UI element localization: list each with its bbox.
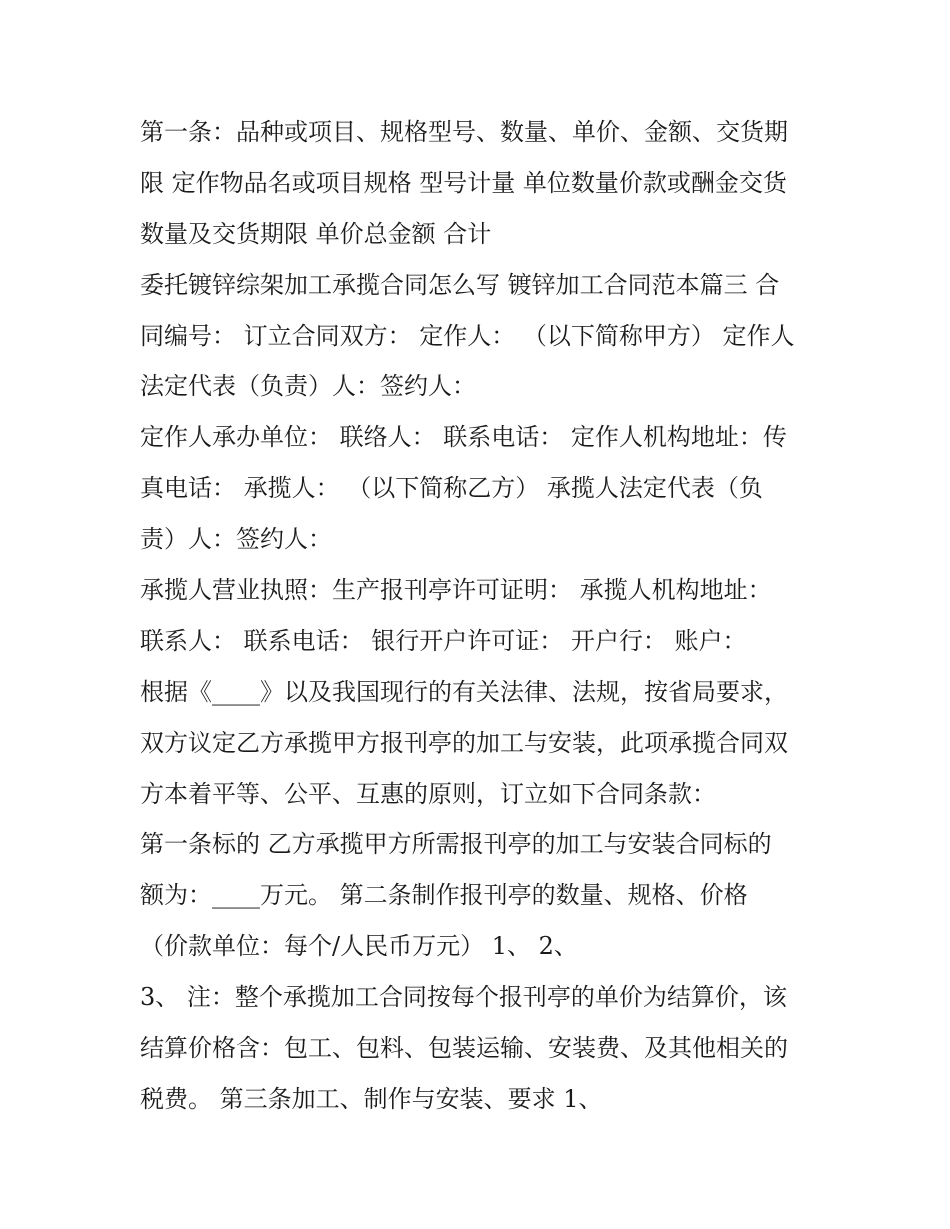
text-line: 同编号： 订立合同双方： 定作人： （以下简称甲方） 定作人 bbox=[140, 321, 795, 350]
text-line: （价款单位：每个/人民币万元） 1、 2、 bbox=[140, 932, 578, 961]
text-line: 第一条：品种或项目、规格型号、数量、单价、金额、交货期 bbox=[140, 118, 788, 146]
text-line: 真电话： 承揽人： （以下简称乙方） 承揽人法定代表（负 bbox=[140, 474, 763, 503]
text-line: 责）人：签约人： bbox=[140, 525, 332, 554]
text-line: 结算价格含：包工、包料、包装运输、安装费、及其他相关的 bbox=[140, 1034, 788, 1063]
text-line: 联系人： 联系电话： 银行开户许可证： 开户行： 账户： bbox=[140, 626, 747, 655]
text-line: 方本着平等、公平、互惠的原则，订立如下合同条款： bbox=[140, 779, 716, 808]
text-line: 限 定作物品名或项目规格 型号计量 单位数量价款或酬金交货 bbox=[140, 168, 787, 197]
text-line: 根据《____》以及我国现行的有关法律、法规，按省局要求， bbox=[140, 677, 788, 706]
text-line: 双方议定乙方承揽甲方报刊亭的加工与安装，此项承揽合同双 bbox=[140, 728, 788, 757]
text-line: 税费。 第三条加工、制作与安装、要求 1、 bbox=[140, 1084, 603, 1113]
text-line: 委托镀锌综架加工承揽合同怎么写 镀锌加工合同范本篇三 合 bbox=[140, 270, 780, 299]
text-line: 3、 注：整个承揽加工合同按每个报刊亭的单价为结算价，该 bbox=[140, 983, 787, 1012]
text-line: 第一条标的 乙方承揽甲方所需报刊亭的加工与安装合同标的 bbox=[140, 830, 772, 859]
text-line: 法定代表（负责）人：签约人： bbox=[140, 372, 476, 401]
contract-text bbox=[140, 107, 820, 1125]
text-line: 数量及交货期限 单价总金额 合计 bbox=[140, 219, 492, 248]
text-line: 额为：____万元。 第二条制作报刊亭的数量、规格、价格 bbox=[140, 881, 748, 910]
text-line: 定作人承办单位： 联络人： 联系电话： 定作人机构地址：传 bbox=[140, 423, 787, 452]
text-line: 承揽人营业执照：生产报刊亭许可证明： 承揽人机构地址： bbox=[140, 576, 772, 605]
